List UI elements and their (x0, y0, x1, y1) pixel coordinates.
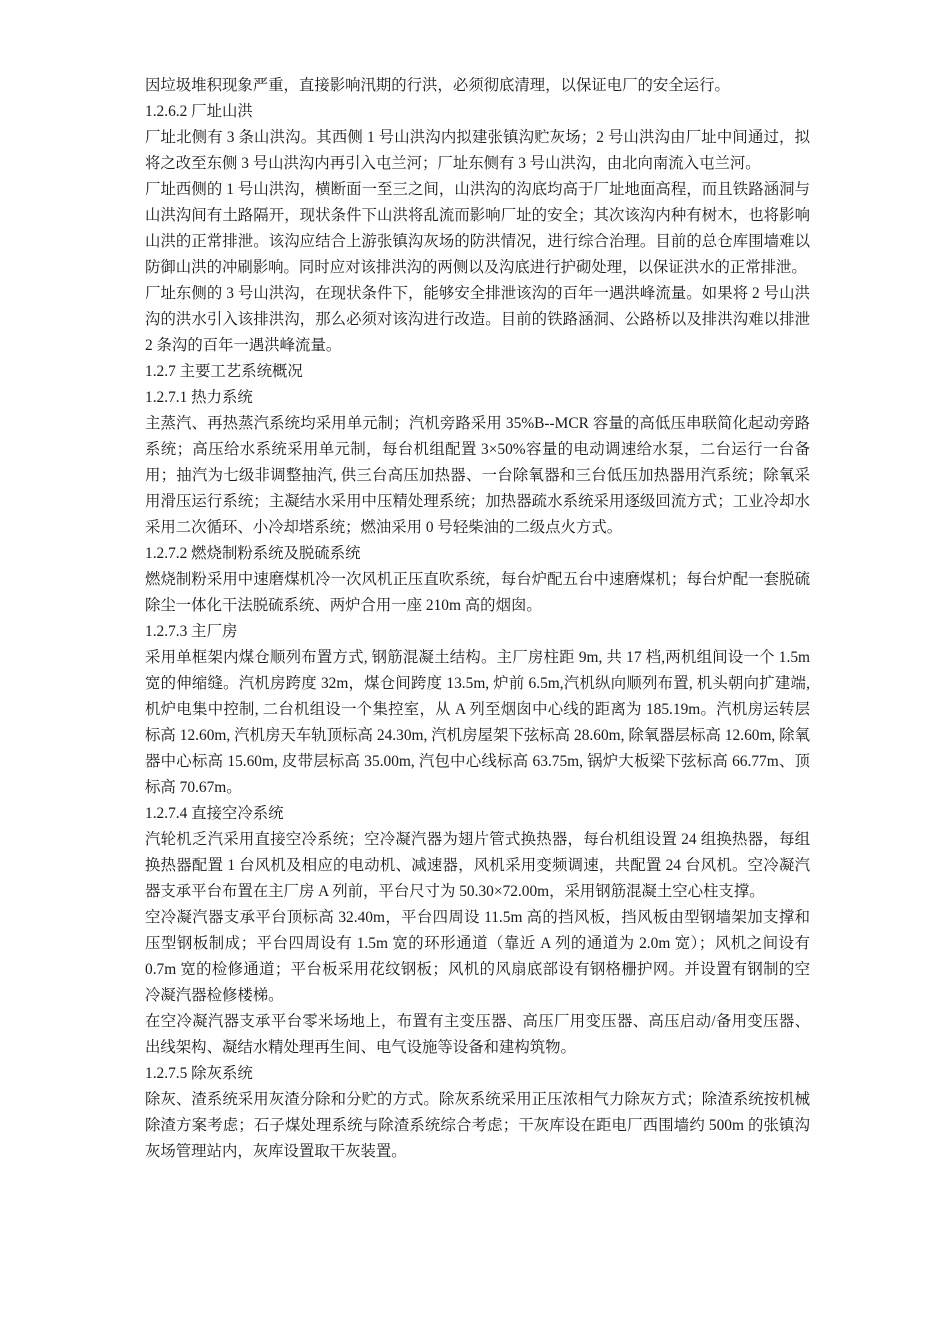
paragraph: 在空冷凝汽器支承平台零米场地上，布置有主变压器、高压厂用变压器、高压启动/备用变压器、出线架构、凝结水精处理再生间、电气设施等设备和建构筑物。 (145, 1013, 810, 1056)
paragraph: 主蒸汽、再热蒸汽系统均采用单元制；汽机旁路采用 35%B--MCR 容量的高低压串联简化起动旁路系统；高压给水系统采用单元制，每台机组配置 3×50%容量的电动调速给水泵，二台运行一台备用；抽汽为七级非调整抽汽, 供三台高压加热器、一台除氧器和三台低压加热器用汽系统；除氧采用滑压运行系统；主凝结水采用中压精处理系统；加热器疏水系统采用逐级回流方式；工业冷却水采用二次循环、小冷却塔系统；燃油采用 0 号轻柴油的二级点火方式。 (145, 415, 810, 536)
paragraph: 除灰、渣系统采用灰渣分除和分贮的方式。除灰系统采用正压浓相气力除灰方式；除渣系统按机械除渣方案考虑；石子煤处理系统与除渣系统综合考虑；干灰库设在距电厂西围墙约 500m 的张镇沟灰场管理站内，灰库设置取干灰装置。 (145, 1091, 810, 1160)
section-heading: 1.2.7.3 主厂房 (145, 623, 238, 640)
paragraph: 燃烧制粉采用中速磨煤机冷一次风机正压直吹系统，每台炉配五台中速磨煤机；每台炉配一套脱硫除尘一体化干法脱硫系统、两炉合用一座 210m 高的烟囱。 (145, 571, 810, 614)
paragraph: 空冷凝汽器支承平台顶标高 32.40m，平台四周设 11.5m 高的挡风板，挡风板由型钢墙架加支撑和压型钢板制成；平台四周设有 1.5m 宽的环形通道（靠近 A 列的通道为 2.0m 宽）；风机之间设有 0.7m 宽的检修通道；平台板采用花纹钢板；风机的风扇底部设有钢格栅护网。并设置有钢制的空冷凝汽器检修楼梯。 (145, 909, 810, 1004)
section-heading: 1.2.6.2 厂址山洪 (145, 103, 253, 120)
paragraph: 采用单框架内煤仓顺列布置方式, 钢筋混凝土结构。主厂房柱距 9m, 共 17 档,两机组间设一个 1.5m 宽的伸缩缝。汽机房跨度 32m，煤仓间跨度 13.5m, 炉前 6.5m,汽机纵向顺列布置, 机头朝向扩建端, 机炉电集中控制, 二台机组设一个集控室，从 A 列至烟囱中心线的距离为 185.19m。汽机房运转层标高 12.60m, 汽机房天车轨顶标高 24.30m, 汽机房屋架下弦标高 28.60m, 除氧器层标高 12.60m, 除氧器中心标高 15.60m, 皮带层标高 35.00m, 汽包中心线标高 63.75m, 锅炉大板梁下弦标高 66.77m、顶标高 70.67m。 (145, 649, 810, 796)
document-page (145, 73, 810, 1165)
section-heading: 1.2.7.2 燃烧制粉系统及脱硫系统 (145, 545, 361, 562)
paragraph: 厂址北侧有 3 条山洪沟。其西侧 1 号山洪沟内拟建张镇沟贮灰场；2 号山洪沟由厂址中间通过，拟将之改至东侧 3 号山洪沟内再引入屯兰河；厂址东侧有 3 号山洪沟，由北向南流入屯兰河。 (145, 129, 810, 172)
paragraph: 汽轮机乏汽采用直接空冷系统；空冷凝汽器为翅片管式换热器，每台机组设置 24 组换热器，每组换热器配置 1 台风机及相应的电动机、减速器，风机采用变频调速，共配置 24 台风机。空冷凝汽器支承平台布置在主厂房 A 列前，平台尺寸为 50.30×72.00m，采用钢筋混凝土空心柱支撑。 (145, 831, 810, 900)
paragraph: 厂址西侧的 1 号山洪沟，横断面一至三之间，山洪沟的沟底均高于厂址地面高程，而且铁路涵洞与山洪沟间有土路隔开，现状条件下山洪将乱流而影响厂址的安全；其次该沟内种有树木，也将影响山洪的正常排泄。该沟应结合上游张镇沟灰场的防洪情况，进行综合治理。目前的总仓库围墙难以防御山洪的冲刷影响。同时应对该排洪沟的两侧以及沟底进行护砌处理，以保证洪水的正常排泄。 (145, 181, 810, 276)
section-heading: 1.2.7.1 热力系统 (145, 389, 253, 406)
paragraph: 因垃圾堆积现象严重，直接影响汛期的行洪，必须彻底清理，以保证电厂的安全运行。 (145, 77, 730, 94)
section-heading: 1.2.7 主要工艺系统概况 (145, 363, 303, 380)
section-heading: 1.2.7.5 除灰系统 (145, 1065, 253, 1082)
section-heading: 1.2.7.4 直接空冷系统 (145, 805, 284, 822)
paragraph: 厂址东侧的 3 号山洪沟，在现状条件下，能够安全排泄该沟的百年一遇洪峰流量。如果将 2 号山洪沟的洪水引入该排洪沟，那么必须对该沟进行改造。目前的铁路涵洞、公路桥以及排洪沟难以排泄 2 条沟的百年一遇洪峰流量。 (145, 285, 810, 354)
